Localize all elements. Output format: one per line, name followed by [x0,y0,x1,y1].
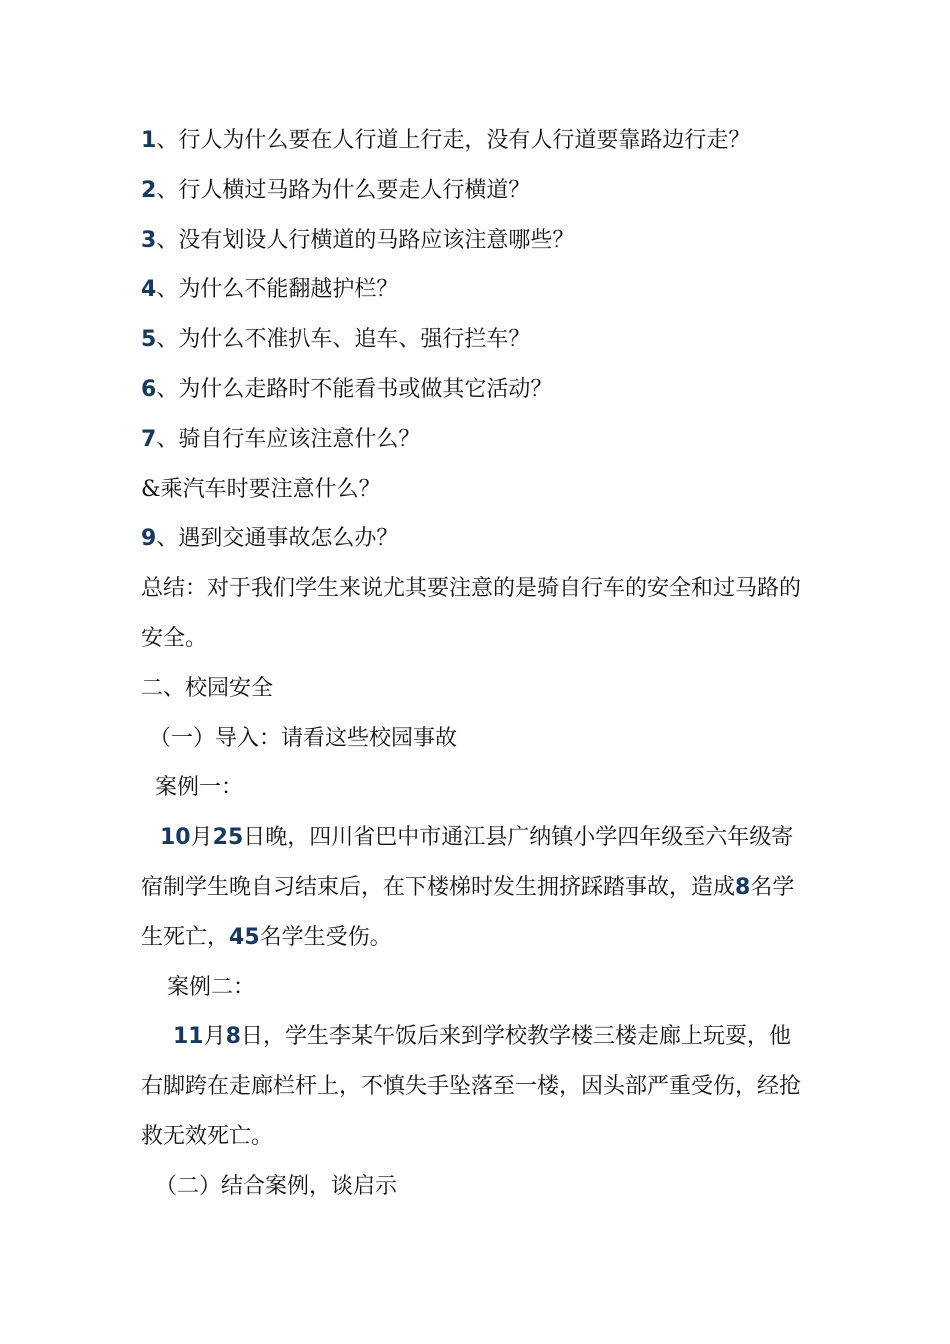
case1-month-unit: 月 [190,825,213,851]
subsection-2: （二）结合案例，谈启示 [155,1173,398,1199]
case1-text: 名学 [750,874,795,900]
case2-line-2: 右脚跨在走廊栏杆上，不慎失手坠落至一楼，因头部严重受伤，经抢 [141,1074,802,1100]
case1-injured: 45 [229,924,260,950]
question-1 [141,116,821,166]
case1-month: 10 [160,825,191,851]
question-4 [141,265,821,315]
question-text: 、没有划设人行横道的马路应该注意哪些？ [156,227,575,253]
case1-text: 宿制学生晚自习结束后，在下楼梯时发生拥挤踩踏事故，造成 [141,874,736,900]
question-2 [141,166,821,216]
case1-text: 日晚，四川省巴中市通江县广纳镇小学四年级至六年级寄 [243,825,794,851]
question-number: 4 [141,277,157,303]
case1-deaths: 8 [735,874,751,900]
section-heading: 二、校园安全 [141,675,274,701]
question-text: 、骑自行车应该注意什么？ [156,426,421,452]
case2-line-3: 救无效死亡。 [141,1123,274,1149]
question-6 [141,365,821,415]
question-9 [141,514,821,564]
case2-line-1 [141,1012,821,1062]
question-number: 3 [141,227,157,253]
question-8 [141,465,821,515]
question-number: 9 [141,526,157,552]
document-body [141,116,821,1212]
case1-line-1 [141,813,821,863]
question-number: 1 [141,128,157,153]
question-number: & [141,476,161,502]
question-text: 、行人横过马路为什么要走人行横道？ [156,177,531,203]
case1-line-3 [141,913,821,963]
case1-text: 生死亡， [141,924,230,950]
question-text: 、遇到交通事故怎么办？ [156,526,399,552]
question-number: 6 [141,376,157,402]
case2-month: 11 [173,1024,204,1050]
case2-text: 日，学生李某午饭后来到学校教学楼三楼走廊上玩耍，他 [240,1024,791,1050]
case2-month-unit: 月 [203,1024,226,1050]
question-text: 乘汽车时要注意什么？ [160,476,381,502]
question-number: 7 [141,426,157,452]
summary-line-2: 安全。 [141,625,208,651]
question-text: 、行人为什么要在人行道上行走，没有人行道要靠路边行走？ [156,128,751,153]
case1-label: 案例一： [155,775,244,801]
subsection-intro: （一）导入：请看这些校园事故 [149,725,458,751]
question-3 [141,216,821,266]
case1-text: 名学生受伤。 [259,924,392,950]
question-number: 2 [141,177,157,203]
case2-day: 8 [225,1024,241,1050]
question-text: 、为什么不能翻越护栏？ [156,277,399,303]
case1-day: 25 [212,825,244,851]
question-text: 、为什么走路时不能看书或做其它活动？ [156,376,553,402]
case1-line-2 [141,863,821,913]
summary-line-1: 总结：对于我们学生来说尤其要注意的是骑自行车的安全和过马路的 [141,576,802,602]
question-text: 、为什么不准扒车、追车、强行拦车？ [156,327,531,353]
question-7 [141,415,821,465]
question-number: 5 [141,327,157,353]
question-5 [141,315,821,365]
case2-label: 案例二： [167,974,256,1000]
